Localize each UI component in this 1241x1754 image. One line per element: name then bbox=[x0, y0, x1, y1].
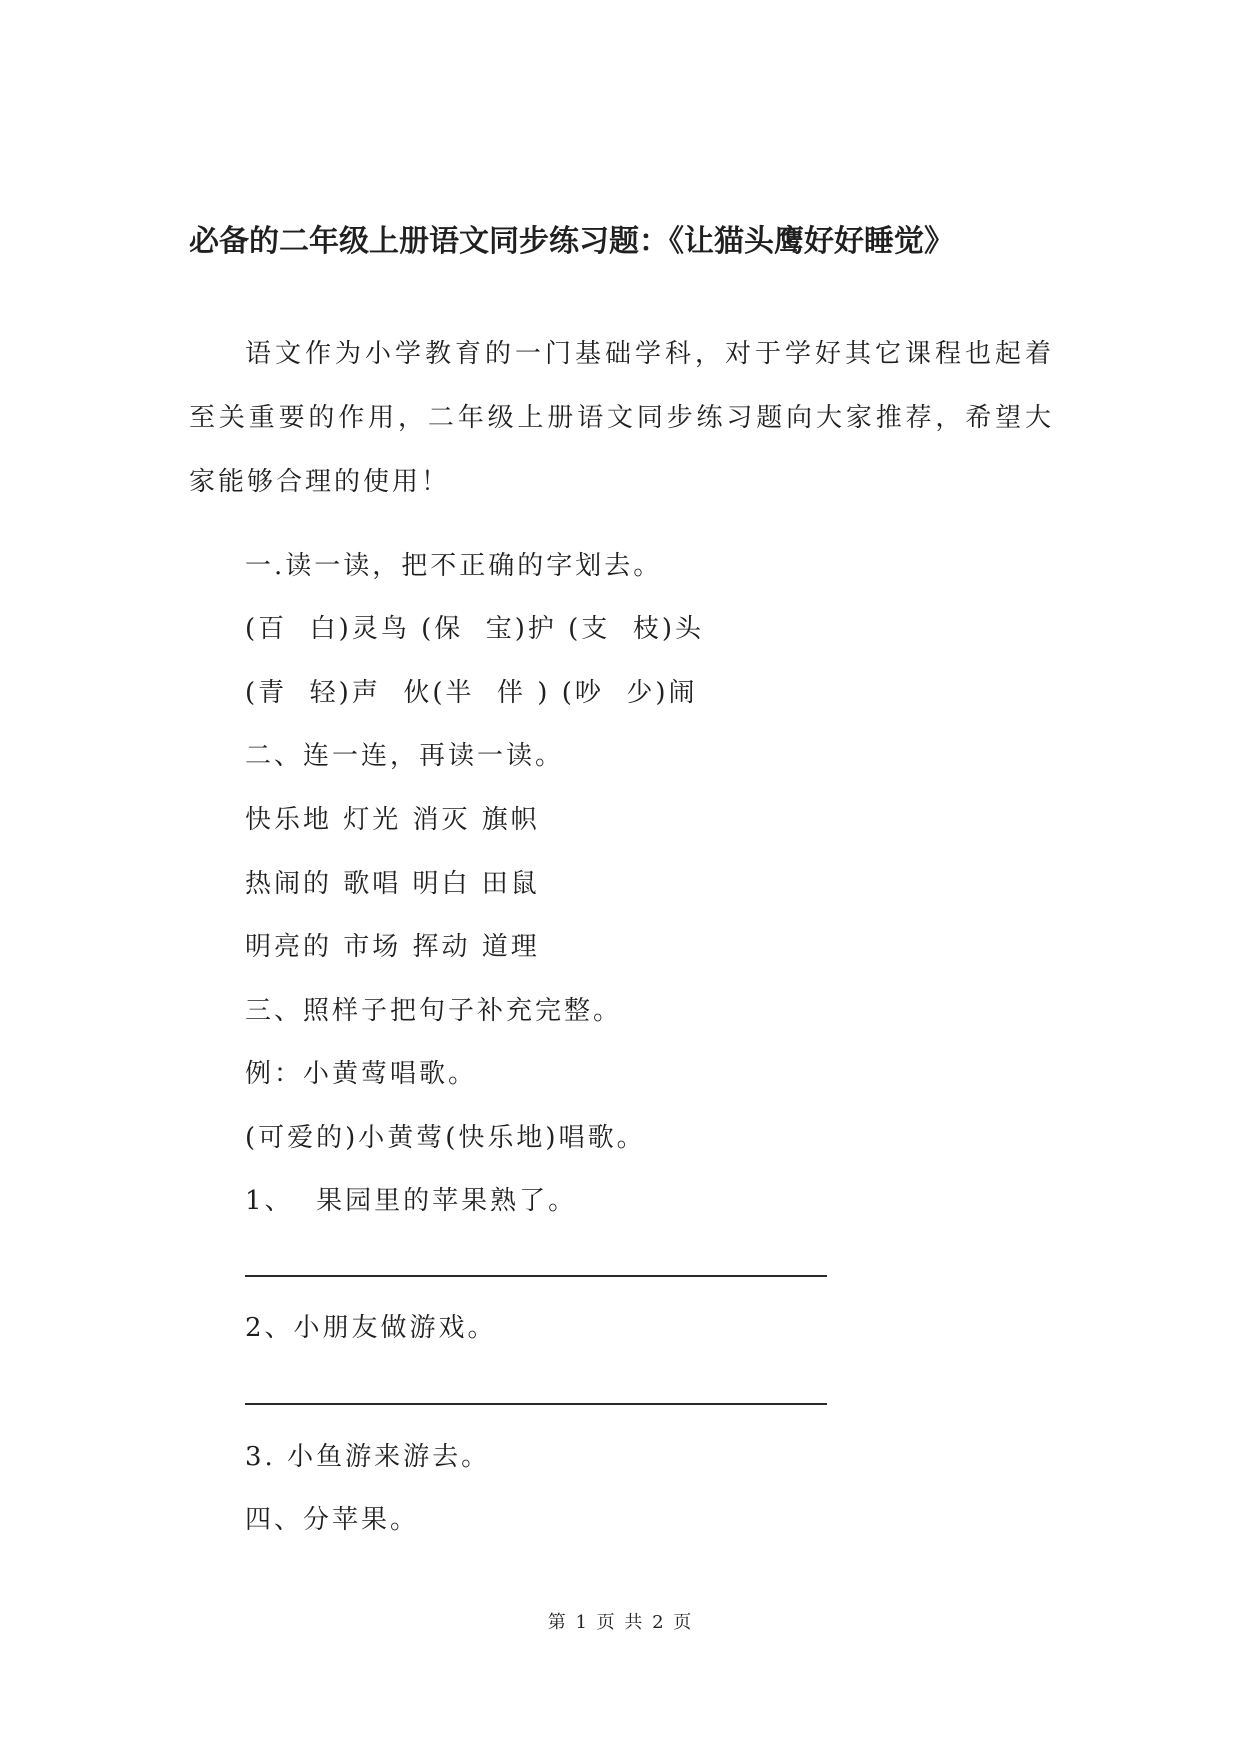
page-footer: 第 1 页 共 2 页 bbox=[547, 1612, 694, 1633]
intro-paragraph: 语文作为小学教育的一门基础学科，对于学好其它课程也起着至关重要的作用，二年级上册语文同步练习题向大家推荐，希望大家能够合理的使用！ bbox=[189, 339, 1054, 497]
section4-heading: 四、分苹果。 bbox=[245, 1505, 420, 1535]
section2-row3: 明亮的 市场 挥动 道理 bbox=[245, 932, 540, 962]
section3-question-1: 1、 果园里的苹果熟了。 bbox=[245, 1186, 578, 1216]
answer-blank-2 bbox=[245, 1403, 827, 1405]
section1-row2: (青 轻)声 伙(半 伴 ) (吵 少)闹 bbox=[245, 678, 698, 708]
answer-blank-1 bbox=[245, 1275, 827, 1277]
section3-question-3: 3. 小鱼游来游去。 bbox=[245, 1442, 491, 1472]
section1-heading: 一.读一读，把不正确的字划去。 bbox=[245, 551, 663, 581]
section3-example: 例：小黄莺唱歌。 bbox=[245, 1059, 478, 1089]
section1-row1: (百 白)灵鸟 (保 宝)护 (支 枝)头 bbox=[245, 614, 704, 644]
section2-row2: 热闹的 歌唱 明白 田鼠 bbox=[245, 869, 540, 899]
section2-heading: 二、连一连，再读一读。 bbox=[245, 741, 565, 771]
section3-question-2: 2、小朋友做游戏。 bbox=[245, 1313, 497, 1343]
section2-row1: 快乐地 灯光 消灭 旗帜 bbox=[245, 805, 540, 835]
document-title: 必备的二年级上册语文同步练习题：《让猫头鹰好好睡觉》 bbox=[189, 224, 954, 259]
section3-example-answer: (可爱的)小黄莺(快乐地)唱歌。 bbox=[245, 1123, 646, 1153]
section3-heading: 三、照样子把句子补充完整。 bbox=[245, 996, 623, 1026]
